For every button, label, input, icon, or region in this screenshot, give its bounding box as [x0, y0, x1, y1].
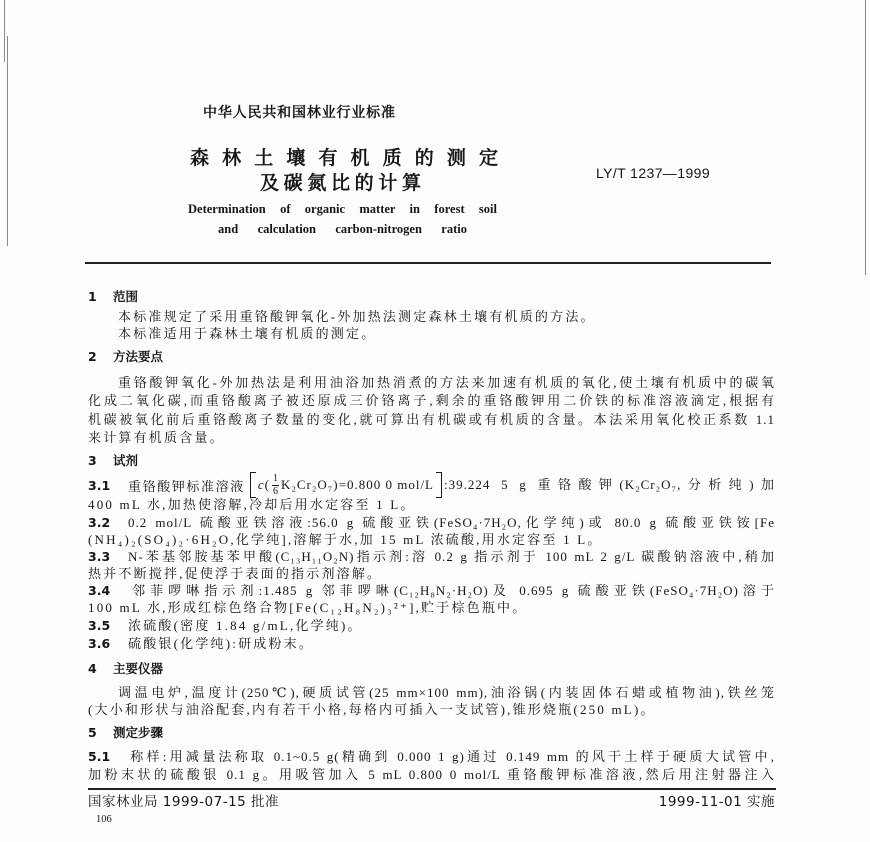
paragraph-line: (NH₄)₂(SO₄)₂·6H₂O,化学纯],溶解于水,加 15 mL 浓硫酸,用水定容至 1 L。 [88, 532, 603, 547]
paragraph-line: 400 mL 水,加热使溶解,冷却后用水定容至 1 L。 [88, 497, 416, 512]
reagent-text: 硫酸银(化学纯):研成粉末。 [128, 636, 315, 651]
section-heading-procedure [88, 724, 163, 742]
section-title: 测定步骤 [113, 725, 164, 740]
paragraph-line: 热并不断搅拌,促使浮于表面的指示剂溶解。 [88, 566, 383, 581]
reagent-label: 重铬酸钾标准溶液 [128, 478, 245, 494]
item-number: 3.1 [88, 477, 111, 493]
document-title-en-line-2: and calculation carbon-nitrogen ratio [218, 222, 467, 236]
item-number: 5.1 [88, 749, 111, 764]
concentration-symbol: c [257, 477, 265, 492]
procedure-item-5-1 [88, 748, 775, 766]
scan-edge-line-left-2 [7, 36, 8, 246]
reagent-text: N-苯基邻胺基苯甲酸(C₁₃H₁₁O₂N)指示剂:溶 0.2 g 指示剂于 100 mL 2 g/L 碳酸钠溶液中,稍加 [128, 549, 775, 564]
standard-code: LY/T 1237—1999 [596, 165, 711, 181]
reagent-item-3-2 [88, 514, 775, 532]
item-number: 3.3 [88, 549, 111, 564]
approval-note: 国家林业局 1999-07-15 批准 [88, 794, 280, 810]
reagent-item-3-1 [88, 472, 775, 498]
item-number: 3.4 [88, 583, 111, 598]
procedure-text: 称样:用减量法称取 0.1~0.5 g(精确到 0.000 1 g)通过 0.149 mm 的风干土样于硬质大试管中, [128, 749, 775, 764]
paragraph-line: 本标准规定了采用重铬酸钾氧化-外加热法测定森林土壤有机质的方法。 [118, 309, 596, 324]
reagent-item-3-5 [88, 617, 363, 635]
section-number: 1 [88, 289, 97, 304]
fraction-numerator: 1 [272, 472, 278, 484]
section-heading-scope [88, 288, 138, 306]
paragraph-line: 加粉末状的硫酸银 0.1 g。用吸管加入 5 mL 0.800 0 mol/L 重铬酸钾标准溶液,然后用注射器注入 [88, 767, 775, 782]
fraction-denominator: 6 [272, 485, 278, 497]
section-title: 方法要点 [113, 349, 164, 364]
paragraph-line: 重铬酸钾氧化-外加热法是利用油浴加热消煮的方法来加速有机质的氧化,使土壤有机质中的碳氧 [118, 375, 775, 390]
concentration-formula: K₂Cr₂O₇)=0.800 0 mol/L [280, 477, 434, 492]
paragraph-line: 本标准适用于森林土壤有机质的测定。 [118, 326, 377, 341]
document-title-en-line-1: Determination of organic matter in forest soil [188, 202, 497, 216]
section-title: 主要仪器 [113, 661, 164, 676]
scan-edge-line-left [4, 0, 5, 62]
item-number: 3.2 [88, 515, 111, 530]
section-heading-apparatus [88, 660, 163, 678]
open-paren: ( [264, 477, 270, 492]
close-bracket [436, 472, 442, 498]
fraction [272, 474, 279, 497]
section-number: 4 [88, 661, 97, 676]
paragraph-line: 调温电炉,温度计(250℃),硬质试管(25 mm×100 mm),油浴锅(内装固体石蜡或植物油),铁丝笼 [118, 685, 775, 700]
reagent-item-3-6 [88, 635, 314, 653]
section-title: 试剂 [113, 453, 139, 468]
reagent-text: 浓硫酸(密度 1.84 g/mL,化学纯)。 [128, 618, 363, 633]
page-number: 106 [96, 814, 112, 825]
paragraph-line: (大小和形状与油浴配套,内有若干小格,每格内可插入一支试管),锥形烧瓶(250 mL)。 [88, 702, 656, 717]
section-title: 范围 [113, 289, 139, 304]
paragraph-line: 100 mL 水,形成红棕色络合物[Fe(C₁₂H₈N₂)₃²⁺],贮于棕色瓶中。 [88, 600, 528, 615]
scan-edge-line-right [865, 0, 866, 275]
open-bracket [250, 472, 256, 498]
reagent-text: 邻菲啰啉指示剂:1.485 g 邻菲啰啉(C₁₂H₈N₂·H₂O)及 0.695 g 硫酸亚铁(FeSO₄·7H₂O)溶于 [128, 583, 775, 598]
reagent-item-3-4 [88, 582, 775, 600]
reagent-item-3-3 [88, 548, 775, 566]
effective-date: 1999-11-01 实施 [658, 794, 775, 810]
item-number: 3.6 [88, 636, 111, 651]
reagent-text: 0.2 mol/L 硫酸亚铁溶液:56.0 g 硫酸亚铁(FeSO₄·7H₂O,化学纯)或 80.0 g 硫酸亚铁铵[Fe [128, 515, 775, 530]
item-number: 3.5 [88, 618, 111, 633]
reagent-text: :39.224 5 g 重铬酸钾(K₂Cr₂O₇,分析纯)加 [444, 477, 775, 492]
document-title-cn-line-1: 森林土壤有机质的测定 [190, 147, 498, 169]
paragraph-line: 机碳被氧化前后重铬酸离子数量的变化,就可算出有机碳或有机质的含量。本法采用氧化校正系数 1.1 [88, 412, 775, 427]
section-number: 5 [88, 725, 97, 740]
section-number: 2 [88, 349, 97, 364]
section-heading-method [88, 348, 163, 366]
paragraph-line: 来计算有机质含量。 [88, 430, 225, 445]
paragraph-line: 化成二氧化碳,而重铬酸离子被还原成三价铬离子,剩余的重铬酸钾用二价铁的标准溶液滴定,根据有 [88, 393, 775, 408]
concentration-expression [258, 474, 434, 497]
section-heading-reagents [88, 452, 138, 470]
standard-category: 中华人民共和国林业行业标准 [203, 105, 395, 121]
footer-divider [88, 788, 776, 790]
section-number: 3 [88, 453, 97, 468]
document-title-cn-line-2: 及碳氮比的计算 [260, 172, 421, 194]
header-divider [85, 262, 771, 264]
